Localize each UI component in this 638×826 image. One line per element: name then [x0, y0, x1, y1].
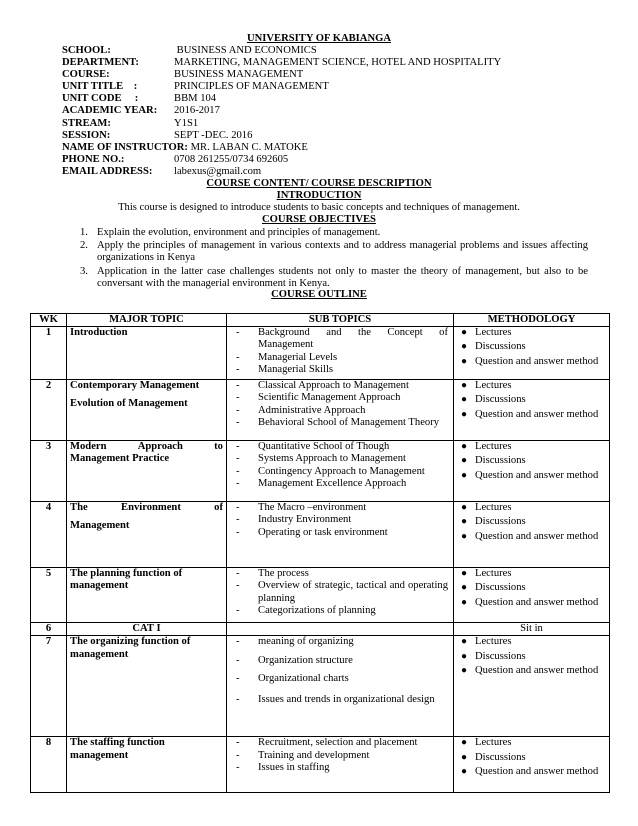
list-item: - Industry Environment	[230, 514, 450, 526]
cat-label: CAT I	[67, 623, 227, 636]
list-item	[457, 665, 606, 677]
item-number: 1.	[80, 227, 88, 238]
bullet-dot-icon: ●	[461, 765, 468, 777]
item-text: Question and answer method	[475, 596, 599, 608]
bullet-dot-icon: ●	[461, 636, 468, 648]
info-session	[62, 130, 602, 142]
course-info	[62, 45, 602, 178]
table-row	[31, 737, 610, 793]
list-item	[457, 441, 606, 453]
week-number: 6	[31, 623, 67, 636]
info-label: STREAM:	[62, 117, 111, 129]
bullet-dot-icon: ●	[461, 341, 468, 353]
info-value: BUSINESS AND ECONOMICS	[174, 45, 317, 56]
major-topic: Introduction	[67, 327, 227, 380]
sub-topics	[227, 380, 454, 441]
topic-line: Management	[70, 520, 130, 532]
bullet-dot-icon: ●	[461, 737, 468, 749]
major-topic	[67, 502, 227, 568]
item-text: Discussions	[475, 394, 526, 406]
bullet-dot-icon: ●	[461, 582, 468, 594]
list-item	[457, 455, 606, 467]
bullet-dot-icon: ●	[461, 596, 468, 608]
list-item: - Scientific Management Approach	[230, 392, 450, 404]
introduction-text: This course is designed to introduce students to basic concepts and techniques of management.	[118, 202, 520, 213]
item-number: 2.	[80, 240, 88, 252]
bullet-dot-icon: ●	[461, 441, 468, 453]
list-item: - Recruitment, selection and placement	[230, 737, 450, 749]
item-text: Question and answer method	[475, 469, 599, 481]
info-label: NAME OF INSTRUCTOR:	[62, 141, 188, 153]
list-item	[457, 737, 606, 749]
bullet-dot-icon: ●	[461, 502, 468, 514]
info-label: EMAIL ADDRESS:	[62, 165, 153, 177]
list-item: - The process	[230, 568, 450, 580]
info-value: MARKETING, MANAGEMENT SCIENCE, HOTEL AND HOSPITALITY	[174, 57, 502, 69]
methodology	[454, 568, 610, 623]
item-text: Lectures	[475, 568, 512, 580]
major-topic: The planning function of management	[67, 568, 227, 623]
list-item: - Managerial Skills	[230, 364, 450, 376]
list-item: - Organizational charts	[230, 673, 450, 685]
item-number: 3.	[80, 265, 88, 277]
info-unit-code	[62, 93, 602, 105]
methodology	[454, 636, 610, 737]
list-item: - Management Excellence Approach	[230, 478, 450, 490]
list-item: - Issues and trends in organizational design	[230, 691, 450, 709]
topic-word: Approach	[137, 441, 183, 453]
list-item	[457, 502, 606, 514]
bullet-dot-icon: ●	[461, 455, 468, 467]
list-item	[457, 394, 606, 406]
info-unit-title	[62, 81, 602, 93]
item-text: Question and answer method	[475, 664, 599, 676]
list-item	[80, 227, 588, 239]
info-instructor	[62, 142, 602, 154]
week-number: 3	[31, 441, 67, 502]
item-text: Question and answer method	[475, 765, 599, 777]
info-value: 0708 261255/0734 692605	[174, 153, 289, 165]
table-row	[31, 502, 610, 568]
info-label: SCHOOL:	[62, 45, 111, 56]
list-item	[457, 766, 606, 778]
info-email	[62, 166, 602, 178]
item-text: Lectures	[475, 327, 512, 339]
header-subtopics: SUB TOPICS	[227, 314, 454, 327]
list-item: - Training and development	[230, 750, 450, 762]
list-item: - Categorizations of planning	[230, 605, 450, 617]
major-topic: The staffing function management	[67, 737, 227, 793]
info-value: PRINCIPLES OF MANAGEMENT	[174, 81, 329, 93]
bullet-dot-icon: ●	[461, 408, 468, 420]
course-outline-table	[30, 313, 610, 793]
week-number: 7	[31, 636, 67, 737]
item-text: Discussions	[475, 516, 526, 528]
week-number: 1	[31, 327, 67, 380]
major-topic: The organizing function of management	[67, 636, 227, 737]
item-text: Explain the evolution, environment and principles of management.	[97, 227, 381, 238]
list-item: - Behavioral School of Management Theory	[230, 417, 450, 429]
list-item	[457, 752, 606, 764]
list-item: - meaning of organizing	[230, 636, 450, 648]
bullet-dot-icon: ●	[461, 530, 468, 542]
bullet-dot-icon: ●	[461, 469, 468, 481]
sub-topics	[227, 636, 454, 737]
list-item	[457, 409, 606, 421]
table-header-row	[31, 314, 610, 327]
topic-word: The	[70, 502, 88, 514]
list-item: - Managerial Levels	[230, 352, 450, 364]
sub-topics	[227, 623, 454, 636]
topic-word: Modern	[70, 441, 107, 453]
header-wk: WK	[31, 314, 67, 327]
topic-word: to	[214, 441, 223, 453]
item-text: Question and answer method	[475, 408, 599, 420]
sub-topics	[227, 327, 454, 380]
introduction-heading: INTRODUCTION	[276, 190, 362, 201]
list-item	[457, 470, 606, 482]
info-value: BUSINESS MANAGEMENT	[174, 69, 304, 81]
item-text: Application in the latter case challenges students not only to master the theory of management, but also to be conversant with the managerial environment in Kenya.	[97, 265, 588, 289]
methodology	[454, 327, 610, 380]
topic-line	[70, 441, 223, 453]
list-item	[457, 651, 606, 663]
item-text: Discussions	[475, 455, 526, 467]
info-label: UNIT CODE :	[62, 93, 139, 105]
sub-topics	[227, 441, 454, 502]
item-text: Question and answer method	[475, 355, 599, 367]
list-item	[457, 582, 606, 594]
list-item: - Operating or task environment	[230, 527, 450, 539]
list-item	[457, 341, 606, 353]
bullet-dot-icon: ●	[461, 394, 468, 406]
week-number: 4	[31, 502, 67, 568]
list-item: - Classical Approach to Management	[230, 380, 450, 392]
topic-line	[70, 502, 223, 514]
list-item: - Quantitative School of Though	[230, 441, 450, 453]
item-text: Discussions	[475, 582, 526, 594]
methodology	[454, 441, 610, 502]
list-item: - Organization structure	[230, 655, 450, 667]
table-row	[31, 441, 610, 502]
topic-line: Evolution of Management	[70, 398, 188, 410]
info-value: labexus@gmail.com	[174, 165, 262, 177]
university-title: UNIVERSITY OF KABIANGA	[246, 33, 391, 44]
table-row	[31, 568, 610, 623]
methodology: Sit in	[454, 623, 610, 636]
topic-line: Contemporary Management	[70, 380, 200, 392]
table-row	[31, 636, 610, 737]
info-stream	[62, 118, 602, 130]
item-text: Lectures	[475, 502, 512, 514]
table-row	[31, 327, 610, 380]
item-text: Lectures	[475, 636, 512, 648]
bullet-dot-icon: ●	[461, 751, 468, 763]
item-text: Discussions	[475, 341, 526, 353]
bullet-dot-icon: ●	[461, 664, 468, 676]
info-department	[62, 57, 602, 69]
sub-topics	[227, 568, 454, 623]
list-item: - Systems Approach to Management	[230, 453, 450, 465]
methodology	[454, 380, 610, 441]
sub-topics	[227, 737, 454, 793]
major-topic	[67, 441, 227, 502]
list-item: - Background and the Concept of Management	[230, 327, 450, 351]
bullet-dot-icon: ●	[461, 650, 468, 662]
outline-heading: COURSE OUTLINE	[271, 289, 367, 300]
objectives-list	[80, 227, 588, 291]
list-item	[457, 597, 606, 609]
course-content-heading: COURSE CONTENT/ COURSE DESCRIPTION	[206, 178, 432, 189]
item-text: Discussions	[475, 650, 526, 662]
info-value: MR. LABAN C. MATOKE	[187, 141, 308, 153]
info-school	[62, 45, 602, 57]
item-text: Question and answer method	[475, 530, 599, 542]
info-value: Y1S1	[174, 117, 199, 129]
list-item	[80, 240, 588, 264]
bullet-dot-icon: ●	[461, 355, 468, 367]
info-label: ACADEMIC YEAR:	[62, 105, 158, 117]
info-value: BBM 104	[174, 93, 217, 105]
list-item	[457, 636, 606, 648]
methodology	[454, 502, 610, 568]
topic-word: of	[214, 502, 223, 514]
table-row	[31, 623, 610, 636]
list-item	[457, 327, 606, 339]
list-item: - The Macro –environment	[230, 502, 450, 514]
item-text: Apply the principles of management in various contexts and to address managerial problems and issues affecting organizations in Kenya	[97, 240, 588, 264]
list-item	[80, 266, 588, 290]
table-row	[31, 380, 610, 441]
objectives-heading: COURSE OBJECTIVES	[262, 214, 376, 225]
week-number: 8	[31, 737, 67, 793]
item-text: Lectures	[475, 737, 512, 749]
list-item	[457, 380, 606, 392]
info-value: SEPT -DEC. 2016	[174, 129, 253, 141]
sub-topics	[227, 502, 454, 568]
info-value: 2016-2017	[174, 105, 220, 117]
info-label: SESSION:	[62, 129, 111, 141]
list-item	[457, 516, 606, 528]
info-label: COURSE:	[62, 69, 110, 81]
topic-line: Management Practice	[70, 453, 170, 465]
header-method: METHODOLOGY	[454, 314, 610, 327]
header-topic: MAJOR TOPIC	[67, 314, 227, 327]
info-label: DEPARTMENT:	[62, 57, 139, 69]
info-label: PHONE NO.:	[62, 153, 125, 165]
info-phone	[62, 154, 602, 166]
item-text: Lectures	[475, 441, 512, 453]
methodology	[454, 737, 610, 793]
info-academic-year	[62, 105, 602, 117]
info-label: UNIT TITLE :	[62, 81, 138, 93]
bullet-dot-icon: ●	[461, 568, 468, 580]
list-item: - Overview of strategic, tactical and operating planning	[230, 580, 450, 604]
item-text: Discussions	[475, 751, 526, 763]
list-item: - Administrative Approach	[230, 405, 450, 417]
list-item: - Contingency Approach to Management	[230, 466, 450, 478]
major-topic	[67, 380, 227, 441]
bullet-dot-icon: ●	[461, 516, 468, 528]
list-item	[457, 531, 606, 543]
list-item	[457, 356, 606, 368]
bullet-dot-icon: ●	[461, 380, 468, 392]
info-course	[62, 69, 602, 81]
list-item	[457, 568, 606, 580]
topic-word: Environment	[121, 502, 181, 514]
week-number: 2	[31, 380, 67, 441]
bullet-dot-icon: ●	[461, 327, 468, 339]
item-text: Lectures	[475, 380, 512, 392]
week-number: 5	[31, 568, 67, 623]
list-item: - Issues in staffing	[230, 762, 450, 774]
